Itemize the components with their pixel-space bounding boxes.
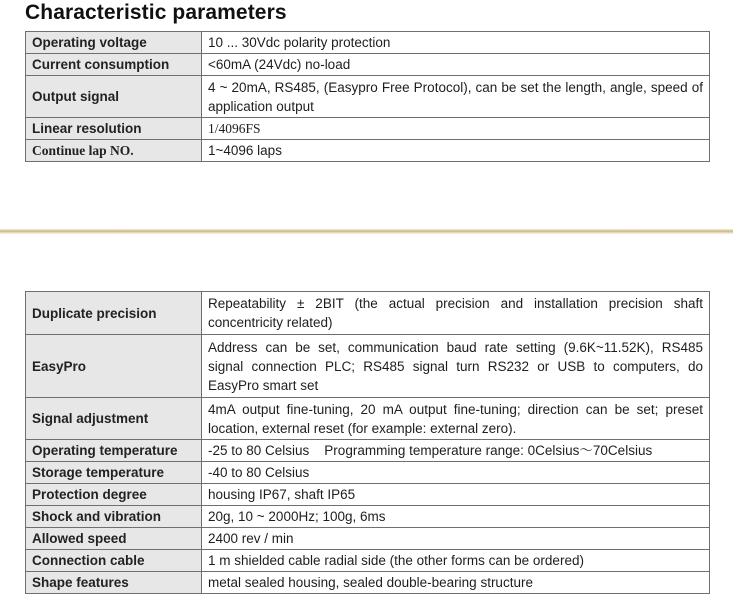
row-label: Shock and vibration: [26, 506, 202, 528]
table-row: [26, 440, 710, 462]
row-label: Duplicate precision: [26, 292, 202, 335]
row-value: -40 to 80 Celsius: [202, 462, 710, 484]
row-value: Repeatability ± 2BIT (the actual precision and installation precision shaft concentricity related): [202, 292, 710, 335]
table-row: [26, 550, 710, 572]
table-row: [26, 54, 710, 76]
row-label: Current consumption: [26, 54, 202, 76]
row-label: Signal adjustment: [26, 398, 202, 440]
row-value: 20g, 10 ~ 2000Hz; 100g, 6ms: [202, 506, 710, 528]
table-row: [26, 32, 710, 54]
row-value: Address can be set, communication baud rate setting (9.6K~11.52K), RS485 signal connection PLC; RS485 signal turn RS232 or USB to computers, do EasyPro smart set: [202, 335, 710, 398]
row-label: Shape features: [26, 572, 202, 594]
row-value: 1/4096FS: [202, 118, 710, 140]
row-value: 1 m shielded cable radial side (the other forms can be ordered): [202, 550, 710, 572]
table-row: [26, 118, 710, 140]
table-row: [26, 462, 710, 484]
section-divider: [0, 229, 733, 234]
row-value: 4mA output fine-tuning, 20 mA output fine-tuning; direction can be set; preset location, external reset (for example: external zero).: [202, 398, 710, 440]
page-title: Characteristic parameters: [25, 1, 287, 24]
row-label: Output signal: [26, 76, 202, 118]
row-label: Protection degree: [26, 484, 202, 506]
row-label: Connection cable: [26, 550, 202, 572]
row-label: Continue lap NO.: [26, 140, 202, 162]
row-label: Linear resolution: [26, 118, 202, 140]
row-value: metal sealed housing, sealed double-bearing structure: [202, 572, 710, 594]
row-label: Allowed speed: [26, 528, 202, 550]
row-value: 2400 rev / min: [202, 528, 710, 550]
table-row: [26, 398, 710, 440]
spec-table-2: [25, 291, 710, 594]
spec-table-1: [25, 31, 710, 162]
row-label: EasyPro: [26, 335, 202, 398]
row-value: -25 to 80 Celsius Programming temperature range: 0Celsius〜70Celsius: [202, 440, 710, 462]
row-label: Operating temperature: [26, 440, 202, 462]
table-row: [26, 140, 710, 162]
table-row: [26, 506, 710, 528]
row-value: <60mA (24Vdc) no-load: [202, 54, 710, 76]
table-row: [26, 528, 710, 550]
table-row: [26, 572, 710, 594]
row-value: 4 ~ 20mA, RS485, (Easypro Free Protocol), can be set the length, angle, speed of application output: [202, 76, 710, 118]
row-label: Operating voltage: [26, 32, 202, 54]
row-label: Storage temperature: [26, 462, 202, 484]
row-value: housing IP67, shaft IP65: [202, 484, 710, 506]
table-row: [26, 335, 710, 398]
row-value: 10 ... 30Vdc polarity protection: [202, 32, 710, 54]
row-value: 1~4096 laps: [202, 140, 710, 162]
table-row: [26, 484, 710, 506]
table-row: [26, 292, 710, 335]
table-row: [26, 76, 710, 118]
